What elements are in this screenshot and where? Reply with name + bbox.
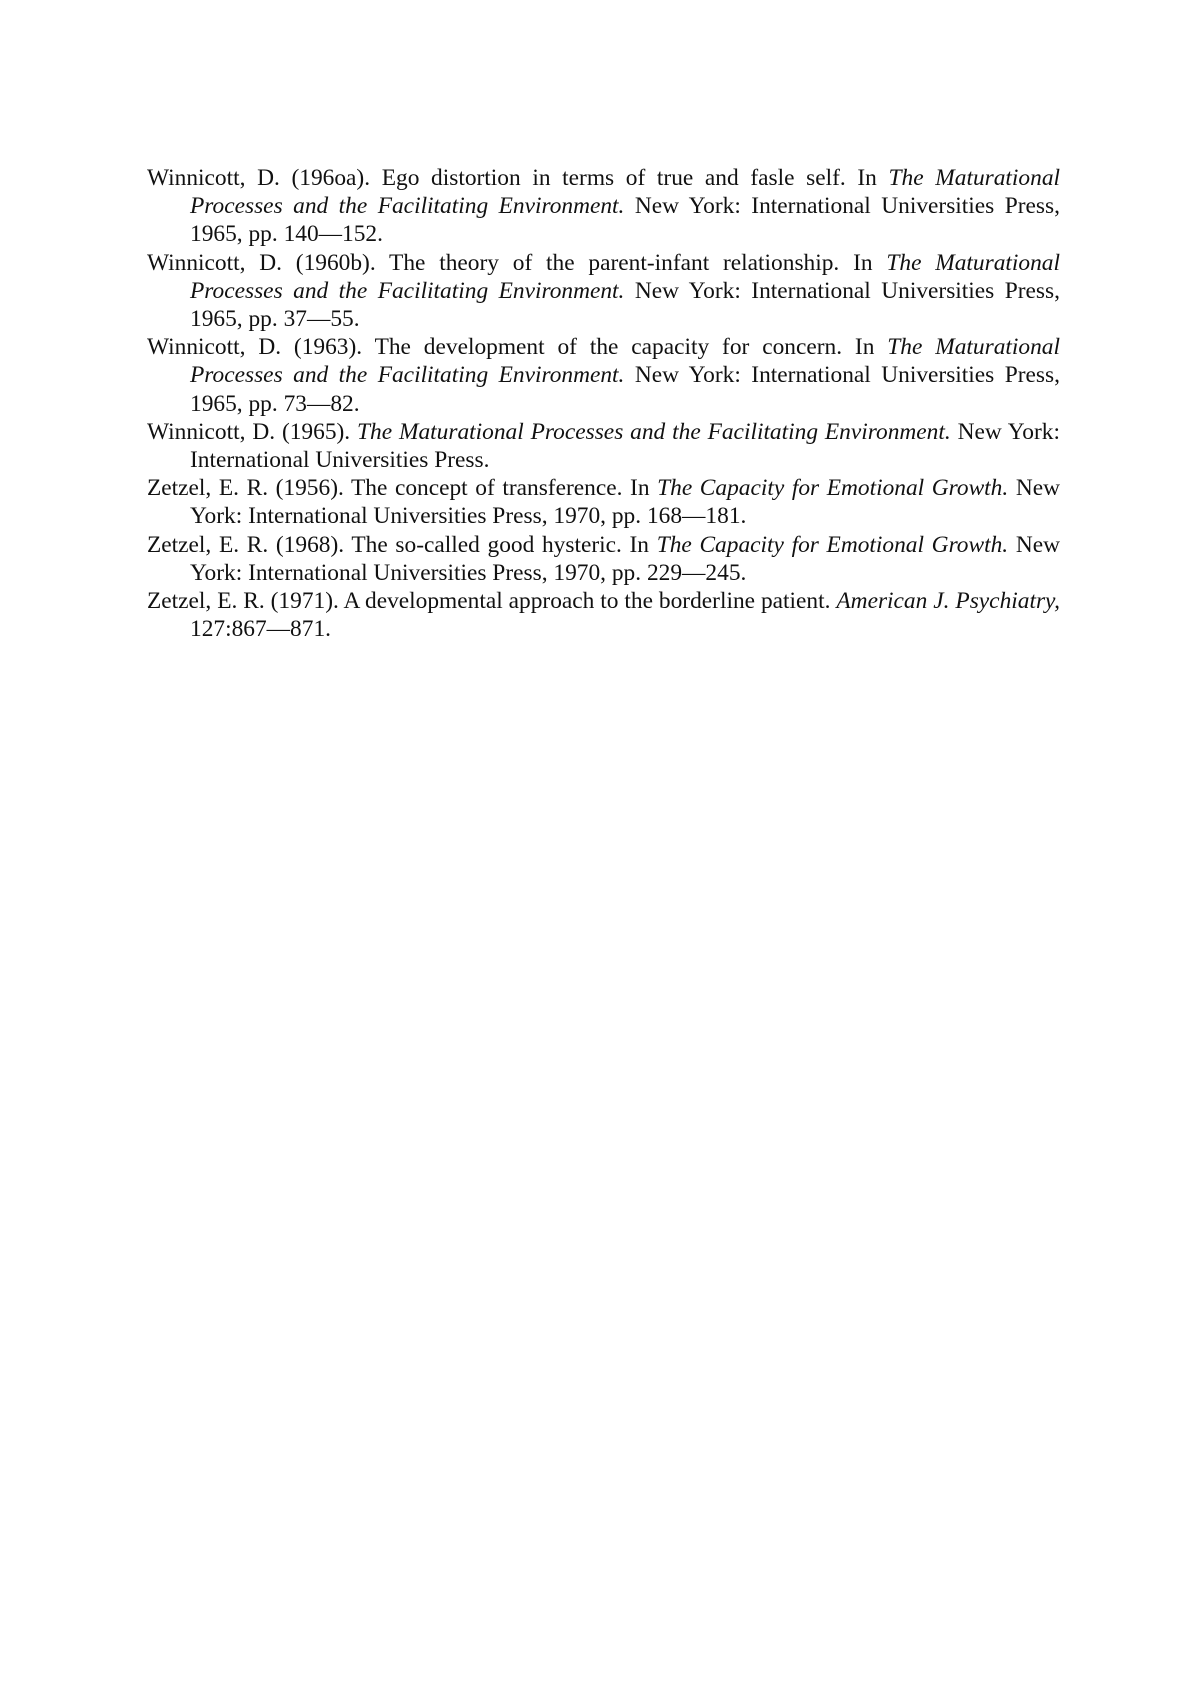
reference-text: New York: International Universities Press, 1970, pp. 168—181. [190,475,1060,530]
reference-title: The Capacity for Emotional Growth. [657,475,1009,502]
reference-text: Winnicott, D. (1965). [147,418,358,445]
reference-title: American J. Psychiatry, [836,588,1060,615]
reference-text: Winnicott, D. (1960b). The theory of the parent-infant relationship. In [147,249,887,276]
reference-text: Zetzel, E. R. (1956). The concept of transference. In [147,475,658,502]
reference-entry [147,587,1060,643]
reference-entry [147,474,1060,530]
reference-text: New York: International Universities Press, 1965, pp. 37—55. [190,277,1060,333]
reference-text: Winnicott, D. (196oa). Ego distortion in terms of true and fasle self. In [147,165,889,191]
reference-title: The Maturational Processes and the Facilitating Environment. [190,165,1061,220]
reference-title: The Maturational Processes and the Facilitating Environment. [357,418,951,445]
reference-entry [147,333,1060,418]
reference-text: New York: International Universities Press, 1970, pp. 229—245. [190,531,1060,586]
reference-entry [147,418,1060,474]
reference-text: Zetzel, E. R. (1971). A developmental approach to the borderline patient. [147,588,837,615]
reference-list [147,164,1060,643]
reference-title: The Maturational Processes and the Facilitating Environment. [190,249,1060,304]
reference-text: New York: International Universities Press, 1965, pp. 73—82. [190,362,1060,417]
reference-text: New York: International Universities Press. [190,418,1060,474]
reference-entry [147,249,1060,334]
reference-text: New York: International Universities Press, 1965, pp. 140—152. [190,193,1060,248]
reference-entry [147,531,1060,587]
reference-text: Zetzel, E. R. (1968). The so-called good hysteric. In [147,531,657,558]
reference-title: The Maturational Processes and the Facilitating Environment. [190,334,1060,389]
reference-text: Winnicott, D. (1963). The development of the capacity for concern. In [147,334,888,361]
reference-entry [147,164,1060,249]
reference-text: 127:867—871. [190,616,331,643]
reference-title: The Capacity for Emotional Growth. [656,531,1009,558]
